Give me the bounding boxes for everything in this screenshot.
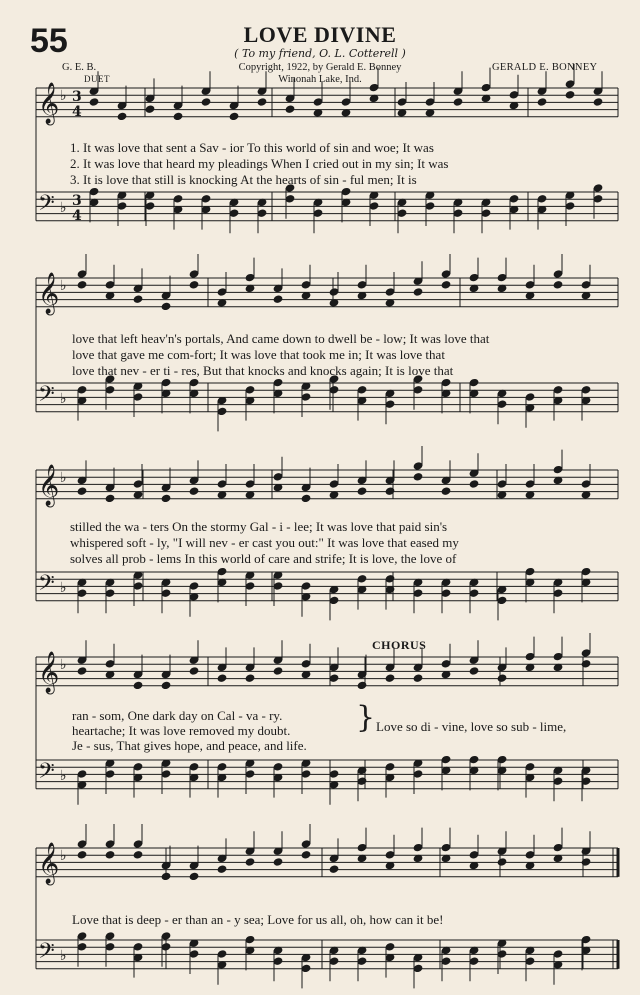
- chorus-line-1: Love so di - vine, love so sub - lime,: [376, 719, 567, 734]
- svg-text:♭: ♭: [60, 278, 67, 294]
- verse-3-line-3: solves all prob - lems In this world of care and strife; It is love, the love of: [70, 551, 457, 566]
- composer-credit: GERALD E. BONNEY: [492, 62, 598, 73]
- verse-2-line-3: whispered soft - ly, "I will nev - er cast you out:" It was love that eased my: [70, 535, 459, 550]
- chorus-line-2: Love that is deep - er than an - y sea; Love for us all, oh, how can it be!: [72, 912, 444, 927]
- svg-text:♭: ♭: [60, 848, 67, 864]
- verse-2-line-2: love that gave me com-fort; It was love that took me in; It was love that: [72, 347, 445, 362]
- svg-text:𝄢: 𝄢: [38, 382, 55, 412]
- verse-1-line-1: 1. It was love that sent a Sav - ior To this world of sin and woe; It was: [70, 140, 434, 155]
- svg-text:♭: ♭: [60, 391, 67, 407]
- svg-text:♭: ♭: [60, 657, 67, 673]
- verse-1-line-2: love that left heav'n's portals, And came down to dwell be - low; It was love that: [72, 331, 490, 346]
- verse-2-line-4: heartache; It was love removed my doubt.: [72, 723, 291, 738]
- verse-3-line-1: 3. It is love that still is knocking At the hearts of sin - ful men; It is: [70, 172, 417, 187]
- svg-text:♭: ♭: [60, 580, 67, 596]
- verse-3-line-4: Je - sus, That gives hope, and peace, and life.: [72, 738, 307, 753]
- lyricist-credit: G. E. B.: [62, 62, 97, 73]
- svg-text:𝄢: 𝄢: [38, 759, 55, 789]
- svg-text:𝄢: 𝄢: [38, 571, 55, 601]
- chorus-label: CHORUS: [372, 638, 427, 652]
- svg-text:♭: ♭: [60, 948, 67, 964]
- verse-3-line-2: love that nev - er ti - res, But that knocks and knocks again; It is love that: [72, 363, 454, 378]
- svg-text:♭: ♭: [60, 470, 67, 486]
- verse-1-line-4: ran - som, One dark day on Cal - va - ry.: [72, 708, 283, 723]
- svg-text:𝄞: 𝄞: [38, 843, 60, 884]
- svg-text:𝄞: 𝄞: [38, 652, 60, 693]
- svg-text:♭: ♭: [60, 768, 67, 784]
- verse-brace: }: [356, 700, 376, 735]
- duet-marking: DUET: [84, 74, 110, 84]
- svg-text:♭: ♭: [60, 200, 67, 216]
- copyright-notice: Copyright, 1922, by Gerald E. Bonney: [238, 62, 402, 73]
- svg-text:𝄞: 𝄞: [38, 465, 60, 506]
- verse-2-line-1: 2. It was love that heard my pleadings When I cried out in my sin; It was: [70, 156, 449, 171]
- svg-text:𝄢: 𝄢: [38, 939, 55, 969]
- dedication: ( To my friend, O. L. Cotterell ): [234, 47, 406, 60]
- svg-text:𝄢: 𝄢: [38, 191, 55, 221]
- verse-1-line-3: stilled the wa - ters On the stormy Gal - i - lee; It was love that paid sin's: [70, 519, 448, 534]
- publisher-location: Winonah Lake, Ind.: [278, 74, 362, 85]
- svg-text:3: 3: [72, 89, 82, 105]
- hymn-number: 55: [30, 22, 68, 60]
- hymn-title: LOVE DIVINE: [243, 22, 397, 47]
- svg-text:4: 4: [72, 104, 82, 120]
- svg-text:𝄞: 𝄞: [38, 83, 60, 124]
- svg-text:4: 4: [72, 208, 82, 224]
- svg-text:♭: ♭: [60, 88, 67, 104]
- svg-text:3: 3: [72, 193, 82, 209]
- svg-text:𝄞: 𝄞: [38, 273, 60, 314]
